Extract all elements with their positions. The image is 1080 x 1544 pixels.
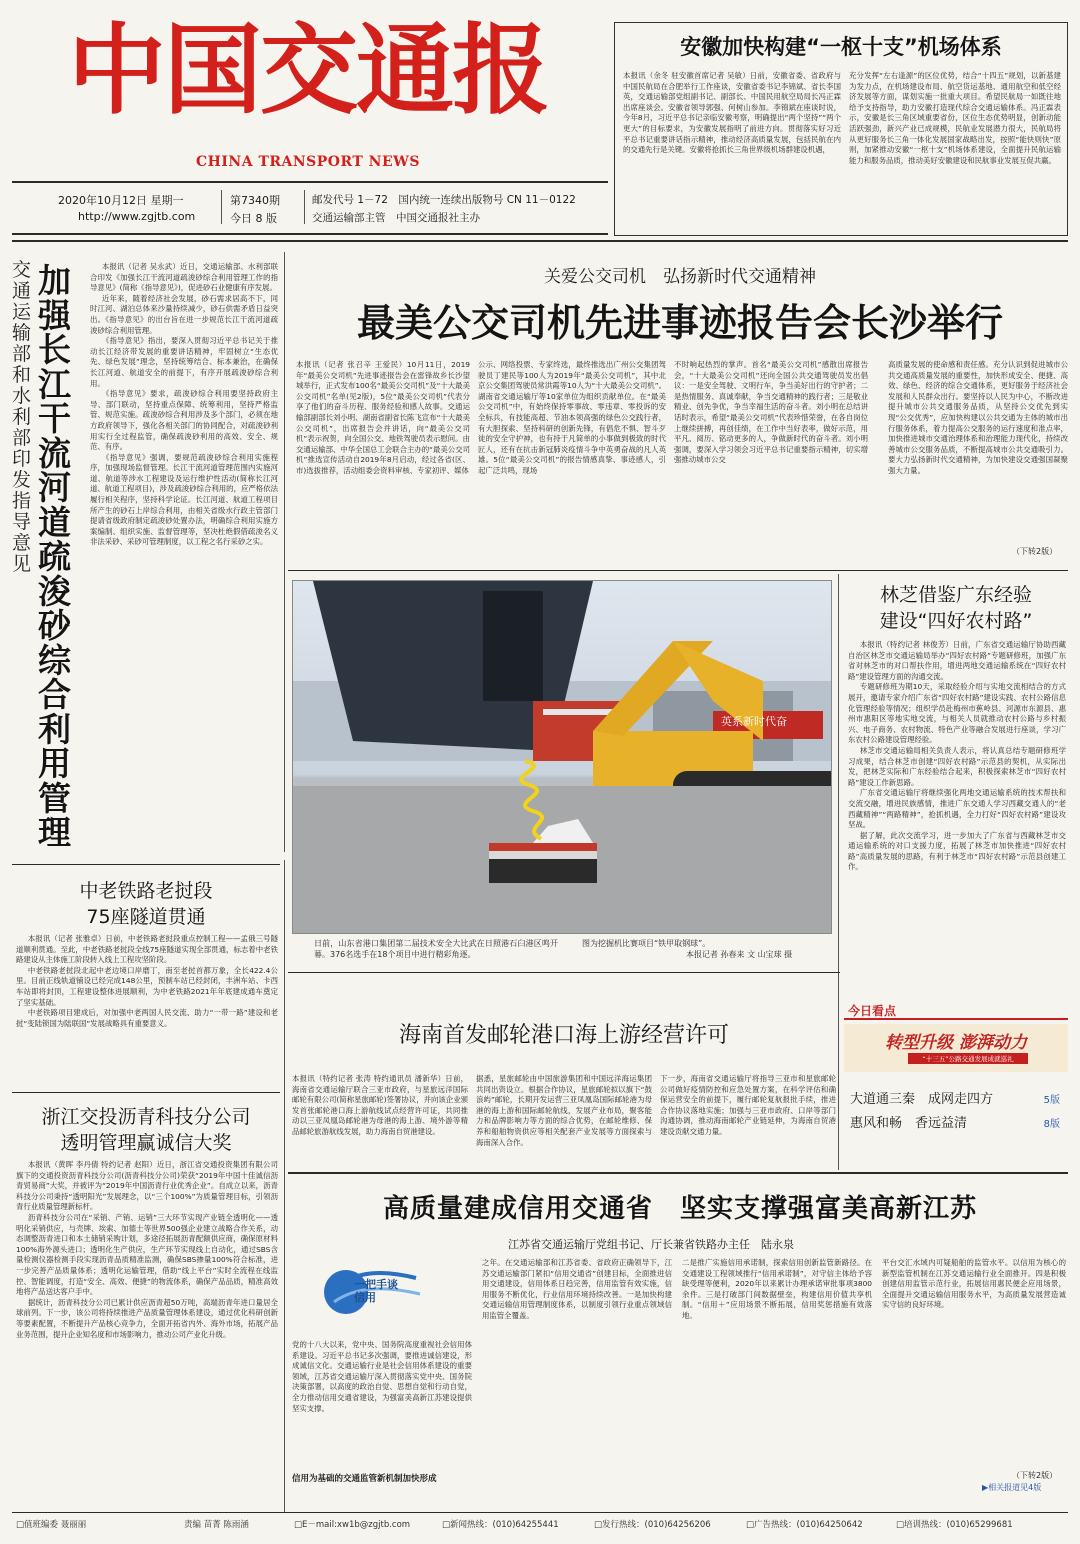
masthead (0, 0, 610, 240)
article-jiangsu-title[interactable]: 高质量建成信用交通省 坚实支撑强富美高新江苏 (382, 1194, 977, 1224)
paragraph: 《指导意见》指出，要深入贯彻习近平总书记关于推动长江经济带发展的重要讲话精神，牢固树立“生态优先、绿色发展”理念，坚持统筹结合、标本兼治，在确保长江河道、航道安全的前提下，有序开展疏浚砂综合利用。 (90, 336, 278, 388)
article-linzhi[interactable] (844, 574, 1068, 970)
paragraph: 中老铁路项目建成后，对加强中老两国人民交流、助力“一带一路”建设和老挝“变陆锁国为陆联国”发展战略具有重要意义。 (16, 1008, 278, 1028)
article-yangtze[interactable] (12, 256, 280, 856)
issue-date: 2020年10月12日 星期一 (58, 194, 184, 207)
today-item-text: 惠风和畅 香远益清 (850, 1116, 968, 1131)
article-hainan-title[interactable]: 海南首发邮轮港口海上游经营许可 (398, 1023, 729, 1048)
today-banner[interactable] (844, 1024, 1068, 1072)
article-bus-col2: 公示、网络投票、专家终选，最终推选出广州公交集团驾驶员丁建民等100人为2019年“最美公交司机”，其中北京公交集团驾驶员常洪霞等10人为“十大最美公交司机”。湖南省交通运输厅等10家单位为组织贡献单位。在“最美公交司机”中，有始终保持零事故、零违章、零投诉的安全标兵，有技能高超、节油本领高强的绿色公交践行者，有大胆探索、坚持科研的创新先锋，有倡危不惧、智斗歹徒的安全守护神，也有持于凡简单的小事做到极致的时代匠人，还有在抗击新冠肺炎疫情斗争中英勇奋战的凡人英雄。5位“最美公交司机”的报告情感真挚、事迹感人，引起广泛共鸣，现场 (478, 360, 666, 475)
today-item[interactable] (850, 1088, 1066, 1108)
paragraph: 广东省交通运输厅将继续强化两地交通运输系统的技术帮扶和交流交融，增进民族感情，推进广东交通人学习西藏交通人的“老西藏精神”“两路精神”，抢抓机遇，全力打好“四好农村路”建设攻坚战。 (848, 788, 1066, 830)
article-bus-col4: 高质量发展的使命感和责任感。充分认识到促进城市公共交通高质量发展的重要性，加快形成安全、便捷、高效、绿色、经济的综合交通体系，更好服务于经济社会发展和人民群众出行。要坚持以人民为中心，不断改进提升城市公共交通服务品质，从坚持公交优先到实现“公交优秀”，应加快构建以公共交通为主体的城市出行服务体系，着力提高公交服务的运行速度和准点率，加快推进城市交通治理体系和治理能力现代化，持续改善城市公交服务品质，不断提高城市公共交通吸引力。要大力弘扬新时代交通精神，为加快建设交通强国凝聚强大力量。 (888, 360, 1068, 475)
article-anhui[interactable] (614, 22, 1068, 236)
paragraph: 专题研修班为期10天，采取经验介绍与实地交流相结合的方式展开，邀请专家介绍广东省“四好农村路”建设实践、农村公路信息化管理经验等情况；组织学员赴梅州市蕉岭县、河源市东源县、惠州市惠阳区等地实地交流，与相关人员就推动农村公路与乡村振兴、电子商务、农村物流、特色产业等融合发展进行座谈，学习广东农村公路建设管理经验。 (848, 682, 1066, 745)
top-rule (12, 240, 1068, 242)
article-yangtze-body (90, 262, 278, 852)
article-jiangsu-byline: 江苏省交通运输厅党组书记、厅长兼省铁路办主任 陆永泉 (508, 1238, 794, 1251)
paragraph: 《指导意见》强调，要规范疏浚砂综合利用实施程序，加强现场监督管理。长江干流河道管理范围内实施河道、航道等涉水工程建设及运行维护性活动(简称长江河道、航道工程项目)，涉及疏浚砂综合利用的，应严格依法履行相关程序，坚持科学论证。长江河道、航道工程项目所产生的砂石上岸综合利用，由相关省级水行政主管部门提请省级政府制定疏浚砂处置办法，明确综合利用实施方案编制、组织实施、监督管理等，坚决杜绝假借疏浚名义非法采砂、采砂可管理制度，以工程之名行采砂之实。 (90, 452, 278, 547)
masthead-rule (12, 181, 608, 183)
today-item[interactable] (850, 1112, 1066, 1132)
paragraph: 本报讯（记者 张雅卓）日前，中老铁路老挝段重点控制工程——孟俄三号隧道顺利贯通。至此，中老铁路老挝段全线75座隧道实现全部贯通，标志着中老铁路建设从主体施工阶段转入线上工程攻坚阶段。 (16, 934, 278, 965)
paragraph: 本报讯（记者 吴永武）近日，交通运输部、水利部联合印发《加强长江干流河道疏浚砂综合利用管理工作的指导意见》(简称《指导意见》)，促进砂石业健康有序发展。 (90, 262, 278, 293)
footer-item: □培训热线：(010)65299681 (896, 1520, 1013, 1530)
today-header (844, 1000, 1068, 1020)
sponsor-line: 交通运输部主管 中国交通报社主办 (312, 212, 480, 224)
footer (12, 1518, 1068, 1536)
article-anhui-col1: 本报讯（余冬 驻安徽首席记者 吴敏）日前，安徽省委、省政府与中国民航局在合肥举行工作座谈，安徽省委书记李锦斌、省长李国英，交通运输部党组副书记、副部长、中国民用航空局局长冯正霖出席座谈会。安徽省领导郭强、何树山参加。李锦斌在座谈时说，今年8月，习近平总书记亲临安徽考察，明确提出“两个坚持”“两个更大”的目标要求，为安徽发展指明了前进方向。贯彻落实好习近平总书记重要讲话指示精神，推动经济高质量发展，包括民航在内的交通先行是关键。安徽将抢抓长三角世界级机场群建设机遇， (623, 71, 841, 155)
postal-code: 邮发代号 1－72 国内统一连续出版物号 CN 11－0122 (312, 194, 576, 206)
footer-item[interactable]: □E－mail:xw1b@zgjtb.com (294, 1520, 411, 1530)
footer-item: □发行热线：(010)64256206 (594, 1520, 711, 1530)
article-jiangsu-col2: 之年。在交通运输部和江苏省委、省政府正确领导下，江苏交通运输部门紧扣“信用交通省”创建目标，全面推进信用交通建设，信用体系日趋完善，信用监管有效实施，信用服务不断优化，行业信用环境持续改善。一是加快构建交通运输信用管理制度体系，以制度引领行业重点领域信用监管全覆盖。 (482, 1258, 672, 1320)
today-header-label: 今日看点 (848, 1004, 897, 1018)
article-zhejiang-title[interactable]: 浙江交投沥青科技分公司 (41, 1106, 251, 1128)
masthead-bottom-rule (12, 233, 608, 235)
page-count: 今日 8 版 (230, 212, 277, 225)
jiangsu-logo (316, 1258, 426, 1330)
website-link[interactable]: http://www.zgjtb.com (78, 210, 196, 223)
article-jiangsu-col4: 平台交汇水域内可疑船舶的监管水平。以信用为核心的新型监管机制在江苏交通运输行业全面推开。四是积极创建信用监管示范行业，拓展信用惠民便企应用场景，全面提升交通运输信用服务水平，为高质量发展营造诚实守信的良好环境。 (882, 1258, 1066, 1310)
footer-item: □广告热线：(010)64250642 (746, 1520, 863, 1530)
paragraph: 沥青科技分公司在“采销、产销、运销”三大环节实现产业链全透明化——透明化采销供应，与壳牌、埃索、加德士等世界500强企业建立战略合作关系，动态调整沥青进口和本土储销采购计划，多途径拓展沥青配额供应商，确保原材料100%海外源头进口；透明化生产供应，生产环节实现线上自动化，通过SBS含量检测仪器检测手段实现沥青品质精准监测，确保SBS掺量100%符合标准，进一步完善产品质量体系；透明化运输管理，借助“线上平台”实时全流程在线监控、智能调度，打造“安全、高效、便捷”的物流体系，确保产品品质，精准高效地将产品送达客户手中。 (16, 1212, 278, 1297)
photo-caption-left: 日前，山东省港口集团第二届技术安全大比武在日照港石臼港区鸣开幕。376名选手在18个项目中进行精彩角逐。 (314, 939, 558, 959)
article-anhui-col2: 充分发挥“左右逢源”的区位优势，结合“十四五”规划，以新基建为发力点，在机场建设布局、航空货运基地、通用航空和低空经济发展等方面，谋划实施一批重大项目。希望民航局一如既往地给予支持指导，助力安徽打造现代综合交通运输体系。冯正霖表示，安徽是长三角区域重要省份，区位生态优势明显，创新动能活跃强劲，新兴产业已成规模，民航业发展潜力很大，民航局将从更好服务长三角一体化发展国家战略出发，按照“能快则快”原则，加紧推动安徽“一枢十支”机场体系建设，全面提升民航运输能力和服务品质，推动美好安徽建设和民航事业发展互促共赢。 (849, 71, 1061, 165)
article-linzhi-title[interactable]: 建设“四好农村路” (879, 610, 1033, 632)
article-railway-title[interactable]: 中老铁路老挝段 (79, 880, 213, 902)
paragraph: 据了解，此次交流学习，进一步加大了广东省与西藏林芝市交通运输系统的对口支援力度，拓展了林芝市加快推进“四好农村路”高质量发展的思路，有利于林芝市“四好农村路”示范县创建工作。 (848, 830, 1066, 872)
paragraph: 林芝市交通运输局相关负责人表示，将认真总结专题研修班学习成果，结合林芝市创建“四好农村路”示范县的契机，从实际出发，把林芝实际和广东经验结合起来，积极探索林芝市“四好农村路”建设工作新思路。 (848, 745, 1066, 787)
footer-item: □新闻热线：(010)64255441 (442, 1520, 559, 1530)
article-bus-col3: 不时响起热烈的掌声。首名“最美公交司机”感散出席报告会，“十大最美公交司机”还向全国公共交通驾驶员发出倡议：一是安全驾驶、文明行车，争当美好出行的守护者；二是热情服务、真诚奉献，争当交通精神的践行者；三是敬业精业、创先争优，争当幸福生活的奋斗者。刘小明在总结讲话时表示，希望“最美公交司机”代表珍惜荣誉，在各自岗位上继续拼搏，再创佳绩，在工作中当好表率，做好示范，用平凡、阅历、铭动更多的人，争做新时代的奋斗者。刘小明强调，要深入学习领会习近平总书记重要指示精神，切实增强推动城市公交 (674, 360, 868, 465)
article-yangtze-title[interactable]: 加强长江干流河道疏浚砂综合利用管理 (38, 261, 71, 852)
continued-label[interactable]: （下转2版） (1012, 547, 1058, 556)
article-bus-title[interactable]: 最美公交司机先进事迹报告会长沙举行 (356, 301, 1003, 345)
paragraph: 近年来，随着经济社会发展，砂石需求居高不下，同时江河、湖泊总体来沙量持续减少，砂石供需矛盾日益突出。《指导意见》的出台旨在进一步规范长江干流河道疏浚砂综合利用管理。 (90, 293, 278, 335)
paragraph: 据统计，沥青科技分公司已累计供应沥青超50万吨，高端沥青年进口量居全球前列。下一步，该公司将持续推进产品质量管理体系建设，通过优化科研创新等要素配置，不断提升产品核心竞争力，全面开拓省内外、海外市场，拓展产品业务范围，提升企业知名度和市场影响力，推动公司产业化升级。 (16, 1297, 278, 1339)
article-zhejiang-body (16, 1160, 278, 1504)
continued-label[interactable]: （下转2版） (1012, 1471, 1058, 1480)
jiangsu-logo-text: 一把手谈信用 (354, 1278, 398, 1304)
paragraph: 本报讯（特约记者 林俊芳）日前，广东省交通运输厅协助西藏自治区林芝市交通运输局举办“四好农村路”专题研修班，加强广东省对林芝市的对口帮扶作用，增进两地交通运输系统在“四好农村路”建设管理方面的沟通交流。 (848, 640, 1066, 681)
article-linzhi-title[interactable]: 林芝借鉴广东经验 (879, 584, 1032, 606)
article-jiangsu-subhead: 信用为基础的交通监管新机制加快形成 (292, 1474, 437, 1484)
paragraph: 中老铁路老挝段北起中老边境口岸磨丁，南至老挝首都万象，全长422.4公里。目前正线轨道铺设已经完成148公里，预制车站已经封闭，丰洲车站、卡西车站即将封顶，工程建设整体进展顺利，为中老铁路2021年年底建成通车奠定了坚实基础。 (16, 965, 278, 1007)
related-link[interactable]: ▶相关报道见4版 (982, 1483, 1042, 1492)
article-hainan-col1: 本报讯（特约记者 张涛 特约通讯员 潘新华）日前，海南省交通运输厅联合三亚市政府，与星旅远洋国际邮轮有限公司(简称星旅邮轮)签署协议，并向该企业颁发首张邮轮港口海上游航线试点经营许可证，共同推动以三亚凤凰岛邮轮港为母港的海上游、境外游等精品邮轮旅游航线发展，助力海南自贸港建设。 (292, 1074, 468, 1136)
article-hainan-col2: 据悉，星旅邮轮由中国旅游集团和中国远洋海运集团共同出资设立。根据合作协议，星旅邮轮拟以旗下“鼓浪屿”邮轮，长期开发运营三亚凤凰岛国际邮轮港为母港的海上游和国际邮轮航线，发展产业布局，聚客能力和品牌影响力等方面的综合优势，在邮轮维修、保养和船舶物资供应等相关配套产业发展等方面探索与海南深入合作。 (476, 1074, 652, 1147)
today-item-page: 5版 (1043, 1095, 1060, 1106)
newspaper-title: 中国交通报 (67, 13, 548, 128)
today-item-text: 大道通三秦 成网走四方 (850, 1092, 994, 1107)
article-bus-col1: 本报讯（记者 张召辛 王爱民）10月11日，2019年“最美公交司机”先进事迹报告会在雷锋故乡长沙望城举行，正式发布100名“最美公交司机”及“十大最美公交司机”名单(见2版)，5位“最美公交司机”代表分享了他们的奋斗历程、服务经验和感人故事。交通运输部副部长刘小明、湖南省副省长陈飞宣布“十大最美公交司机”，出席报告会并讲话，向“最美公交司机”表示祝贺，向全国公交、地铁驾驶员表示慰问。由交通运输部、中华全国总工会联合主办的“最美公交司机”推选宣传活动自2019年8月启动，经过各省(区、市)选拔推荐，活动组委会资料审核、专家初评、媒体 (296, 360, 470, 475)
article-railway[interactable] (12, 872, 280, 1094)
article-bus[interactable] (292, 256, 1068, 568)
article-yangtze-kicker: 交通运输部和水利部印发指导意见 (12, 259, 32, 575)
photo-sign-text: 英系新时代奋 (721, 715, 787, 728)
article-zhejiang-title[interactable]: 透明管理赢诚信大奖 (60, 1132, 232, 1154)
footer-item: □值班编委 聂丽丽 (16, 1520, 87, 1530)
article-anhui-title[interactable]: 安徽加快构建“一枢十支”机场体系 (680, 35, 1002, 59)
today-item-page: 8版 (1043, 1119, 1060, 1130)
article-railway-body (16, 934, 278, 1092)
photo-credit: 本报记者 孙春来 文 山宝球 摄 (686, 950, 793, 959)
article-hainan-col3: 下一步，海南省交通运输厅将指导三亚市和星旅邮轮公司做好疫情防控和应急处置方案，在科学评估和确保运营安全的前提下，履行邮轮复航报批手续，推进合作协议落地实施；加强与三亚市政府、口岸等部门沟通协调，推动海南邮轮产业链延伸，为海南自贸港建设贡献交通力量。 (660, 1074, 836, 1136)
issue-number: 第7340期 (230, 194, 280, 207)
article-railway-title[interactable]: 75座隧道贯通 (86, 906, 206, 928)
article-bus-kicker: 关爱公交司机 弘扬新时代交通精神 (544, 267, 816, 287)
today-highlights[interactable] (844, 1000, 1068, 1166)
paragraph: 《指导意见》要求，疏浚砂综合利用要坚持政府主导、部门联动，坚持重点保障、统筹利用，坚持严格监管、规范实施。疏浚砂综合利用涉及多个部门，必须在地方政府领导下，强化各相关部门的协同配合，对疏浚砂利用实行全过程监管，确保疏浚砂利用的高效、安全、规范、有序。 (90, 389, 278, 452)
article-jiangsu-col1: 党的十八大以来，党中央、国务院高度重视社会信用体系建设。习近平总书记多次强调，要推进诚信建设，形成诚信文化。交通运输行业是社会信用体系建设的重要领域，江苏省交通运输厅深入贯彻落实党中央、国务院决策部署，以高度的政治自觉、思想自觉和行动自觉，全力推动信用交通省建设，为强富美高新江苏建设提供坚实支撑。 (292, 1340, 472, 1413)
article-jiangsu-col3: 二是推广实施信用承诺制，探索信用创新监管新路径。在交通建设工程领域推行“信用承诺制”，对守信主体给予容缺受理等便利，2020年以来累计办理承诺审批事项3800余件。三是打破部门间数据壁垒，构建信用价值共享机制。“信用＋”应用场景不断拓展，信用奖惩措施有效落地。 (682, 1258, 872, 1320)
footer-item: 责编 苗菁 陈雨涵 (184, 1520, 249, 1530)
paragraph: 本报讯（黄晖 李丹倩 特约记者 赵阳）近日，浙江省交通投资集团有限公司旗下的交通投资沥青科技分公司(沥青科技分公司)荣获“2019年中国十佳诚信沥青贸易商”大奖，并被评为“2019年中国沥青行业优秀企业”。自成立以来，沥青科技分公司秉持“透明阳光”发展理念，以“三个100%”为质量管理目标，引领沥青行业质量管理新标杆。 (16, 1160, 278, 1212)
newspaper-subtitle: CHINA TRANSPORT NEWS (196, 154, 420, 170)
today-banner-title: 转型升级 澎湃动力 (885, 1033, 1027, 1053)
article-hainan[interactable] (292, 978, 836, 1164)
photo-caption-right: 图为挖掘机比赛项目“铁甲取钢球”。 (582, 939, 711, 948)
today-banner-sub: “十三五”公路交通发展成就巡礼 (908, 1053, 1028, 1064)
article-linzhi-body (848, 640, 1066, 966)
photo-illustration (293, 581, 832, 934)
news-photo[interactable] (292, 580, 832, 934)
article-zhejiang[interactable] (12, 1098, 280, 1508)
article-jiangsu[interactable] (292, 1178, 1068, 1508)
